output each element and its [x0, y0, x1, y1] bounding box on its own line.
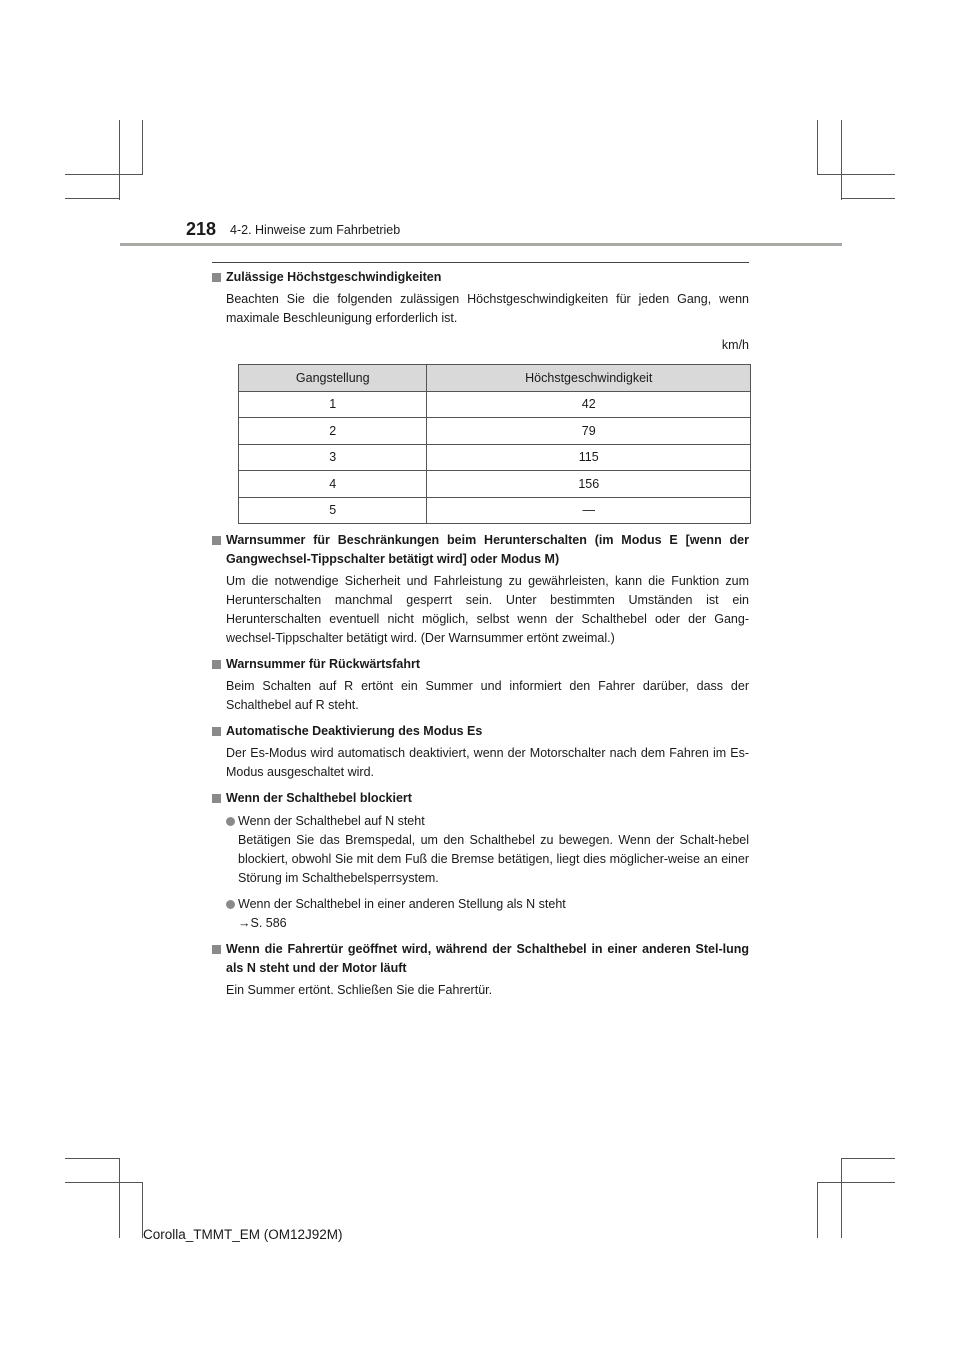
- table-cell: 79: [427, 418, 751, 445]
- table-cell: —: [427, 497, 751, 524]
- unit-label: km/h: [721, 338, 749, 352]
- table-row: [239, 497, 751, 524]
- crop-mark: [841, 1158, 895, 1159]
- column-header: Höchstgeschwindigkeit: [427, 365, 751, 392]
- page-content: [212, 262, 749, 1000]
- table-cell: 1: [239, 391, 427, 418]
- crop-mark: [817, 1183, 818, 1238]
- list-item: [212, 812, 749, 888]
- crop-mark: [841, 198, 895, 199]
- crop-mark: [119, 1158, 120, 1238]
- footer-doc-id: Corolla_TMMT_EM (OM12J92M): [143, 1227, 343, 1242]
- topic-title-downshift: [212, 531, 749, 569]
- table-row: [239, 444, 751, 471]
- topic-title-text: Warnsummer für Rückwärtsfahrt: [226, 657, 421, 671]
- table-cell: 5: [239, 497, 427, 524]
- paragraph: Der Es-Modus wird automatisch deaktiviert, wenn der Motorschalter nach dem Fahren im Es-Modus ausgeschaltet wird.: [226, 746, 749, 779]
- table-cell: 2: [239, 418, 427, 445]
- header-rule: [120, 243, 842, 246]
- square-bullet-icon: [212, 945, 221, 954]
- crop-mark: [119, 120, 120, 200]
- table-row: [239, 418, 751, 445]
- crop-mark: [142, 120, 143, 175]
- topic-title-driver-door: [212, 940, 749, 978]
- topic-title-max-speed: [212, 268, 749, 287]
- table-cell: 156: [427, 471, 751, 498]
- page-reference-link[interactable]: →S. 586: [238, 916, 287, 930]
- section-title: 4-2. Hinweise zum Fahrbetrieb: [230, 223, 401, 237]
- table-cell: 4: [239, 471, 427, 498]
- list-item-lead: Wenn der Schalthebel auf N steht: [238, 814, 425, 828]
- crop-mark: [817, 1182, 895, 1183]
- topic-title-text: Automatische Deaktivierung des Modus Es: [226, 724, 483, 738]
- table-cell: 115: [427, 444, 751, 471]
- square-bullet-icon: [212, 273, 221, 282]
- round-bullet-icon: [226, 817, 235, 826]
- list-item-lead: Wenn der Schalthebel in einer anderen Stellung als N steht: [238, 897, 566, 911]
- column-header: Gangstellung: [239, 365, 427, 392]
- table-row: [239, 391, 751, 418]
- crop-mark: [841, 120, 842, 200]
- crop-mark: [65, 198, 120, 199]
- square-bullet-icon: [212, 660, 221, 669]
- crop-mark: [65, 174, 143, 175]
- paragraph: Beim Schalten auf R ertönt ein Summer und informiert den Fahrer darüber, dass der Schalthebel auf R steht.: [226, 679, 749, 712]
- paragraph: Ein Summer ertönt. Schließen Sie die Fahrertür.: [226, 983, 493, 997]
- topic-title-es-mode: [212, 722, 749, 741]
- topic-title-text: Zulässige Höchstgeschwindigkeiten: [226, 270, 442, 284]
- topic-title-lever-blocked: [212, 789, 749, 808]
- crop-mark: [817, 120, 818, 175]
- table-cell: 42: [427, 391, 751, 418]
- round-bullet-icon: [226, 900, 235, 909]
- topic-title-text: Wenn der Schalthebel blockiert: [226, 791, 412, 805]
- crop-mark: [65, 1158, 120, 1159]
- crop-mark: [841, 1158, 842, 1238]
- topic-title-text: Wenn die Fahrertür geöffnet wird, während der Schalthebel in einer anderen Stel-lung als N steht und der Motor läuft: [226, 942, 749, 975]
- speed-table: [238, 364, 751, 524]
- topic-title-reverse: [212, 655, 749, 674]
- topic-title-text: Warnsummer für Beschränkungen beim Herunterschalten (im Modus E [wenn der Gangwechsel-Tippschalter betätigt wird] oder Modus M): [226, 533, 749, 566]
- square-bullet-icon: [212, 536, 221, 545]
- list-item: [212, 895, 749, 933]
- table-row: [239, 471, 751, 498]
- square-bullet-icon: [212, 727, 221, 736]
- crop-mark: [817, 174, 895, 175]
- paragraph: Um die notwendige Sicherheit und Fahrleistung zu gewährleisten, kann die Funktion zum Herunterschalten manchmal gesperrt sein. Unter bestimmten Umständen ist ein Herunterschalten eventuell nicht möglich, selbst wenn der Schalthebel oder der Gang-wechsel-Tippschalter betätigt wird. (Der Warnsummer ertönt zweimal.): [226, 574, 749, 645]
- square-bullet-icon: [212, 794, 221, 803]
- list-item-text: Betätigen Sie das Bremspedal, um den Schalthebel zu bewegen. Wenn der Schalt-hebel blockiert, obwohl Sie mit dem Fuß die Bremse betätigen, liegt dies möglicher-weise an einer Störung im Schalthebelsperrsystem.: [238, 833, 749, 885]
- paragraph: Beachten Sie die folgenden zulässigen Höchstgeschwindigkeiten für jeden Gang, wenn maximale Beschleunigung erforderlich ist.: [226, 292, 749, 325]
- table-cell: 3: [239, 444, 427, 471]
- crop-mark: [65, 1182, 143, 1183]
- page-number: 218: [186, 219, 217, 239]
- table-header-row: [239, 365, 751, 392]
